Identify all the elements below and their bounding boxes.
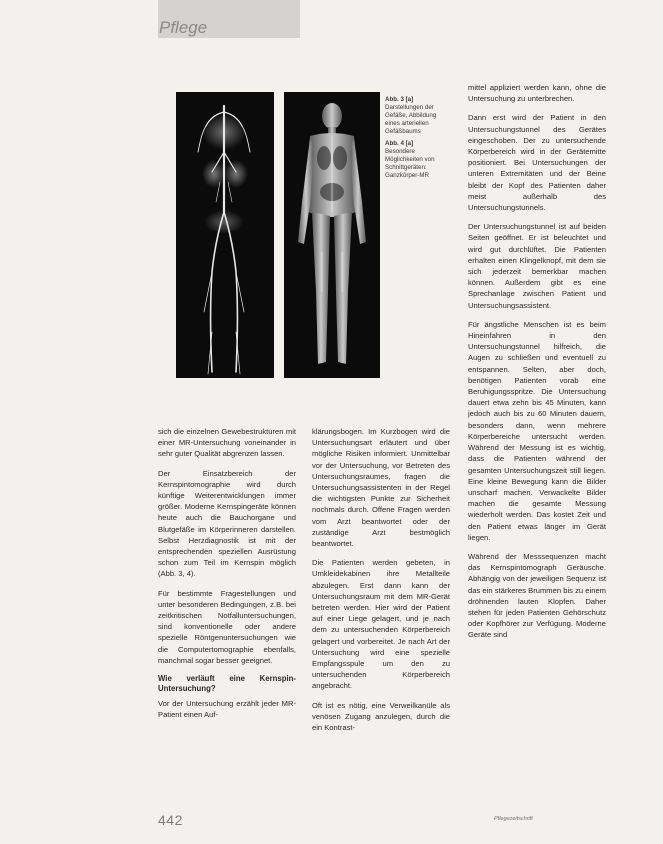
paragraph: Für bestimmte Fragestellungen und unter besonderen Bedingungen, z.B. bei zeitkritischen Notfalluntersuchungen, sind konventionelle oder andere spezielle Röntgenuntersuchungen wie die Computertomographie ebenfalls, manchmal sogar besser geeignet. (158, 588, 296, 665)
paragraph: Der Untersuchungstunnel ist auf beiden Seiten geöffnet. Er ist beleuchtet und wird gut durchlüftet. Die Patienten erhalten einen Klingelknopf, mit dem sie sich jederzeit bemerkbar machen können. Außerdem gibt es eine Sprechanlage zwischen Patient und Untersuchungsassistent. (468, 222, 606, 310)
caption-label: Abb. 4 [a] (385, 140, 414, 147)
paragraph: Dann erst wird der Patient in den Untersuchungstunnel des Gerätes eingeschoben. Der zu untersuchende Körperbereich wird in der Gerätemitte positioniert. Bei Untersuchungen der unteren Extremitäten und der Beine bleibt der Kopf des Patienten daher meist außerhalb des Untersuchungstunnels. (468, 113, 606, 213)
paragraph: Für ängstliche Menschen ist es beim Hineinfahren in den Untersuchungstunnel hilfreich, die Augen zu schließen und eventuell zu entspannen. Selten, aber doch, benötigen Patienten vorab eine Beruhigungsspritze. Die Untersuchung dauert etwa zehn bis 45 Minuten, kann jedoch auch bis zu 60 Minuten dauern, besonders dann, wenn mehrere Körperbereiche untersucht werden. Während der Messung ist es wichtig, dass die Patienten während der gesamten Untersuchungszeit still liegen. Eine kleine Bewegung kann die Bilder unscharf machen. Verwackelte Bilder machen die gesamte Messung wiederholt werden. Das kostet Zeit und den Patient etwas länger im Gerät liegen. (468, 319, 606, 542)
section-title: Pflege (159, 18, 208, 37)
footer-journal: Pflegezeitschrift (494, 816, 533, 822)
paragraph: Vor der Untersuchung erzählt jeder MR-Patient einen Auf- (158, 699, 296, 720)
paragraph: sich die einzelnen Gewebestrukturen mit einer MR-Untersuchung voneinander in sehr guter Qualität abgrenzen lassen. (158, 427, 296, 459)
paragraph: Oft ist es nötig, eine Verweilkanüle als venösen Zugang anzulegen, durch die ein Kontrast- (312, 700, 450, 733)
angiography-image (176, 92, 274, 378)
paragraph: Der Einsatzbereich der Kernspintomographie wird durch künftige Weiterentwicklungen immer größer. Moderne Kernspingeräte können heute auch die Bauchorgane und Blutgefäße im Körperinneren darstellen. Selbst Herzdiagnostik ist mit der entsprechenden speziellen Ausrüstung schon zum Teil im Kernspin möglich (Abb. 3, 4). (158, 468, 296, 579)
figure-caption-1 (385, 96, 445, 136)
paragraph: mittel appliziert werden kann, ohne die Untersuchung zu unterbrechen. (468, 83, 606, 104)
caption-text: Darstellungen der Gefäße, Abbildung eines arteriellen Gefäßbaums (385, 104, 437, 135)
page-number: 442 (158, 812, 183, 828)
caption-label: Abb. 3 [a] (385, 96, 414, 103)
text-column-middle (312, 426, 450, 806)
text-column-right (468, 82, 606, 808)
paragraph: Die Patienten werden gebeten, in Umkleidekabinen ihre Metallteile abzulegen. Erst dann kann der Untersuchungsraum mit dem MR-Gerät betreten werden. Hier wird der Patient auf einer Liege gelagert, und je nach dem zu untersuchenden Körperbereich gelagert und vorbereitet. Je nach Art der Untersuchung wird eine spezielle Empfangsspule um den zu untersuchenden Körperbereich angebracht. (312, 558, 450, 691)
text-column-left (158, 426, 296, 806)
figure-caption-2 (385, 140, 445, 180)
caption-text: Besondere Möglichkeiten von Schnittgeräten: Ganzkörper-MR (385, 148, 435, 179)
paragraph: Während der Messsequenzen macht das Kernspintomograph Geräusche. Abhängig von der jeweiligen Sequenz ist das ein stärkeres Brummen bis zu einem dröhnenden lauten Klopfen. Daher stehen für jeden Patienten Gehörschutz oder Kopfhörer zur Verfügung. Moderne Geräte sind (468, 551, 606, 640)
whole-body-mr-image (284, 92, 380, 378)
section-heading: Wie verläuft eine Kernspin-Untersuchung? (158, 674, 296, 694)
paragraph: klärungsbogen. Im Kurzbogen wird die Untersuchungsart erläutert und über mögliche Risiken informiert. Unmittelbar vor der Untersuchung, vor Betreten des Untersuchungsraumes, fragen die Untersuchungsassistenten in der Regel die wichtigsten Punkte zur Sicherheit nochmals durch. Offene Fragen werden vom Arzt beantwortet oder der zuständige Arzt bestmöglich beantwortet. (312, 427, 450, 549)
